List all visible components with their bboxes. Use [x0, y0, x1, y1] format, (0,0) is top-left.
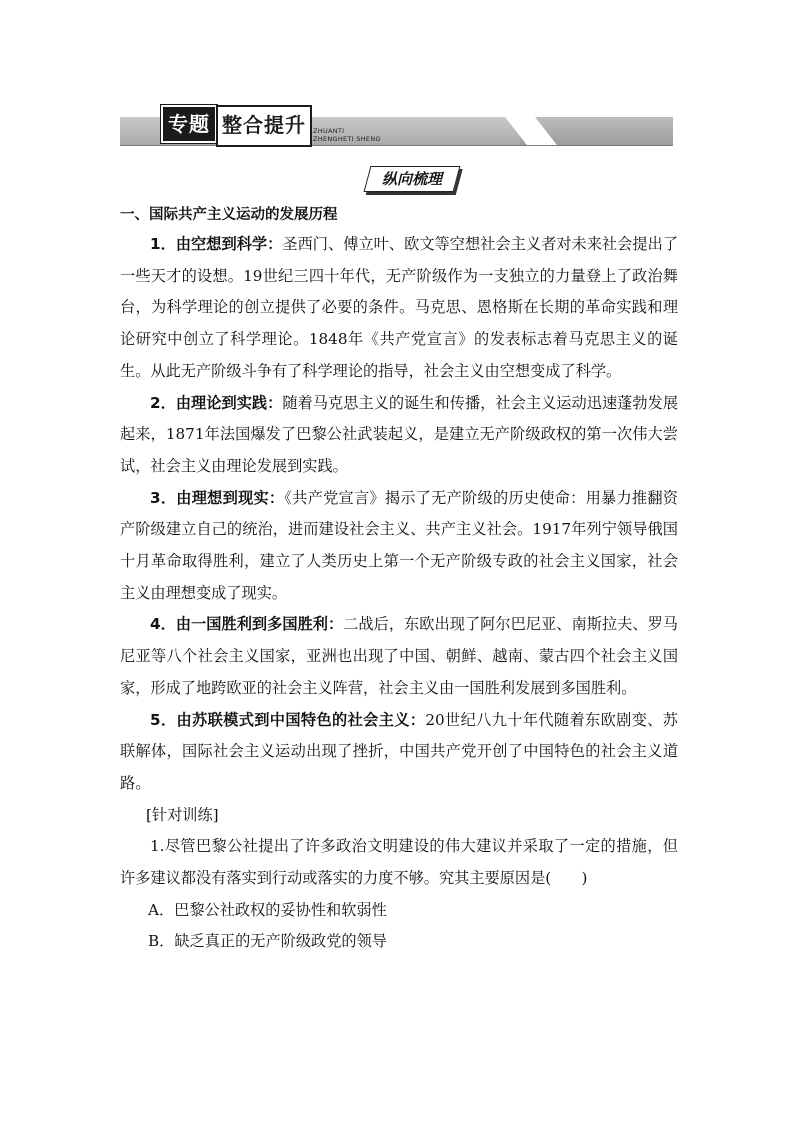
paragraph-1-lead: 1．由空想到科学：	[150, 235, 283, 253]
paragraph-4-text: 二战后，东欧出现了阿尔巴尼亚、南斯拉夫、罗马尼亚等八个社会主义国家，亚洲也出现了中国、朝鲜、越南、蒙古四个社会主义国家，形成了地跨欧亚的社会主义阵营，社会主义由一国胜利发展到多国胜利。	[120, 615, 678, 697]
paragraph-5	[120, 705, 678, 800]
section-heading: 一、国际共产主义运动的发展历程	[120, 207, 338, 223]
question-stem: 1.尽管巴黎公社提出了许多政治文明建设的伟大建议并采取了一定的措施，但许多建议都没有落实到行动或落实的力度不够。究其主要原因是( )	[120, 837, 678, 888]
paragraph-1	[120, 229, 678, 388]
banner-pinyin-line2: ZHENGHETI SHENG	[313, 135, 381, 143]
paragraph-3-text: 《共产党宣言》揭示了无产阶级的历史使命：用暴力推翻资产阶级建立自己的统治，进而建设社会主义、共产主义社会。1917年列宁领导俄国十月革命取得胜利，建立了人类历史上第一个无产阶级专政的社会主义国家，社会主义由理想变成了现实。	[120, 488, 678, 602]
paragraph-2-lead: 2．由理论到实践：	[150, 393, 283, 412]
paragraph-3-lead: 3．由理想到现实：	[150, 488, 285, 507]
paragraph-5-lead: 5．由苏联模式到中国特色的社会主义：	[150, 710, 426, 729]
paragraph-5-text: 20世纪八九十年代随着东欧剧变、苏联解体，国际社会主义运动出现了挫折，中国共产党开创了中国特色的社会主义道路。	[120, 710, 678, 792]
header-banner	[120, 112, 673, 145]
paragraph-3	[120, 483, 678, 610]
paragraph-2	[120, 388, 678, 483]
paragraph-1-text: 圣西门、傅立叶、欧文等空想社会主义者对未来社会提出了一些天才的设想。19世纪三四十年代，无产阶级作为一支独立的力量登上了政治舞台，为科学理论的创立提供了必要的条件。马克思、恩格斯在长期的革命实践和理论研究中创立了科学理论。1848年《共产党宣言》的发表标志着马克思主义的诞生。从此无产阶级斗争有了科学理论的指导，社会主义由空想变成了科学。	[120, 235, 679, 380]
paragraph-4	[120, 609, 678, 704]
paragraph-2-text: 随着马克思主义的诞生和传播，社会主义运动迅速蓬勃发展起来，1871年法国爆发了巴黎公社武装起义，是建立无产阶级政权的第一次伟大尝试，社会主义由理论发展到实践。	[120, 393, 679, 475]
option-a: A．巴黎公社政权的妥协性和软弱性	[148, 900, 387, 919]
section-label	[364, 166, 461, 192]
banner-pinyin-line1: ZHUANTI	[313, 127, 345, 135]
document-body	[120, 201, 678, 958]
banner-tag-dark: 专题	[161, 105, 217, 143]
banner-tag-light: 整合提升	[216, 105, 312, 147]
paragraph-4-lead: 4．由一国胜利到多国胜利：	[150, 615, 344, 634]
section-label-text: 纵向梳理	[381, 170, 442, 188]
option-b: B．缺乏真正的无产阶级政党的领导	[148, 932, 387, 951]
banner-pinyin	[313, 127, 381, 143]
training-label: [针对训练]	[146, 805, 219, 824]
